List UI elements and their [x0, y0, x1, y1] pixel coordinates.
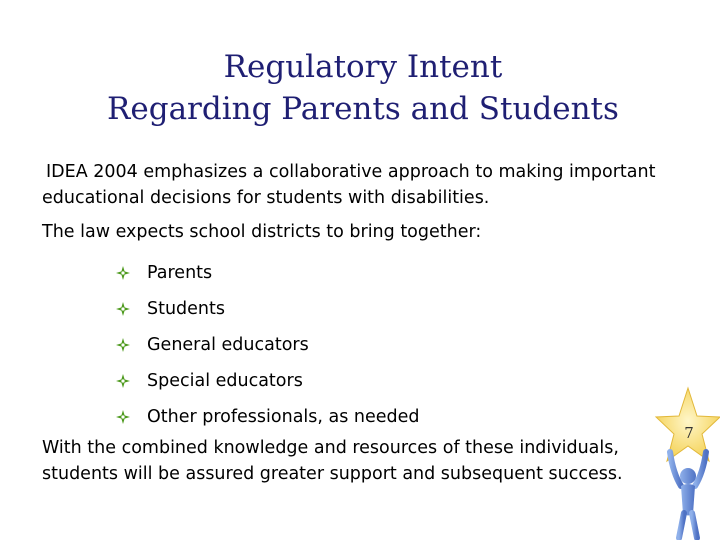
- list-item-label: Other professionals, as needed: [147, 407, 420, 427]
- intro-line-1: IDEA 2004 emphasizes a collaborative approach to making important: [46, 162, 656, 182]
- slide-title: [60, 46, 666, 130]
- lead-text: The law expects school districts to bring together:: [42, 222, 482, 242]
- star-figure-icon: [648, 386, 720, 540]
- title-line-1: Regulatory Intent: [223, 49, 503, 85]
- list-item-label: Special educators: [147, 371, 303, 391]
- list-item: [116, 255, 420, 291]
- closing-line-1: With the combined knowledge and resources of these individuals,: [42, 438, 619, 458]
- list-item-label: General educators: [147, 335, 309, 355]
- diamond-bullet-icon: [116, 410, 130, 424]
- diamond-bullet-icon: [116, 266, 130, 280]
- title-line-2: Regarding Parents and Students: [107, 91, 619, 127]
- list-item: [116, 327, 420, 363]
- diamond-bullet-icon: [116, 374, 130, 388]
- list-item-label: Parents: [147, 263, 213, 283]
- diamond-bullet-icon: [116, 302, 130, 316]
- diamond-bullet-icon: [116, 338, 130, 352]
- closing-paragraph: [42, 435, 642, 487]
- list-item: [116, 363, 420, 399]
- intro-line-2: educational decisions for students with disabilities.: [42, 188, 490, 208]
- list-item: [116, 291, 420, 327]
- closing-line-2: students will be assured greater support and subsequent success.: [42, 464, 623, 484]
- list-item-label: Students: [147, 299, 226, 319]
- intro-paragraph: [42, 159, 682, 211]
- slide-number: 7: [684, 424, 694, 442]
- list-item: [116, 399, 420, 435]
- participant-list: [116, 255, 420, 435]
